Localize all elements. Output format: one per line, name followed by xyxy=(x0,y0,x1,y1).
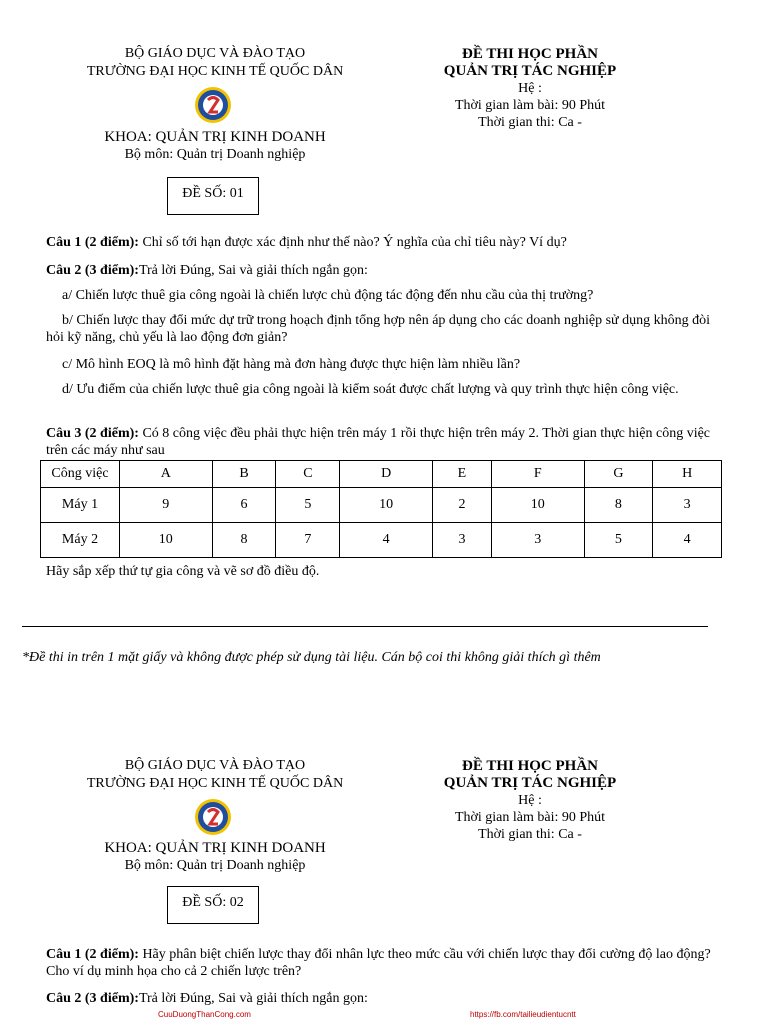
table-cell: F xyxy=(491,461,584,488)
exam2-header-right xyxy=(420,758,640,843)
table-row xyxy=(41,488,722,523)
exam-system: Hệ : xyxy=(518,793,542,808)
question-text: Trả lời Đúng, Sai và giải thích ngắn gọn: xyxy=(138,991,368,1006)
exam-title-2: QUẢN TRỊ TÁC NGHIỆP xyxy=(443,63,617,79)
exam-code: ĐỀ SỐ: 02 xyxy=(182,895,244,910)
university-logo xyxy=(194,86,232,129)
question-label: Câu 3 (2 điểm): xyxy=(46,426,139,441)
question-1 xyxy=(46,946,716,980)
table-cell: 10 xyxy=(120,523,213,558)
question-label: Câu 2 (3 điểm): xyxy=(46,263,139,278)
table-cell: 5 xyxy=(276,488,340,523)
question-2c: c/ Mô hình EOQ là mô hình đặt hàng mà đơn hàng được thực hiện làm nhiều lần? xyxy=(62,357,521,372)
university-name: TRƯỜNG ĐẠI HỌC KINH TẾ QUỐC DÂN xyxy=(86,776,344,791)
table-cell: 5 xyxy=(584,523,653,558)
question-2b: b/ Chiến lược thay đổi mức dự trữ trong hoạch định tổng hợp nên áp dụng cho các doanh nghiệp sử dụng không đòi hỏi kỹ năng, chủ yếu là lao động đơn giản? xyxy=(46,313,711,345)
exam-duration: Thời gian làm bài: 90 Phút xyxy=(454,98,606,113)
table-cell: G xyxy=(584,461,653,488)
question-2 xyxy=(46,990,716,1007)
table-cell: 2 xyxy=(432,488,491,523)
table-cell: 3 xyxy=(432,523,491,558)
exam1-faculty-block xyxy=(60,128,370,164)
exam-duration: Thời gian làm bài: 90 Phút xyxy=(454,810,606,825)
table-cell: Công việc xyxy=(41,461,120,488)
table-cell: 8 xyxy=(212,523,276,558)
question-3-task: Hãy sắp xếp thứ tự gia công và vẽ sơ đồ điều độ. xyxy=(46,564,320,579)
table-cell: B xyxy=(212,461,276,488)
table-cell: 4 xyxy=(653,523,722,558)
table-cell: 9 xyxy=(120,488,213,523)
question-text: Có 8 công việc đều phải thực hiện trên máy 1 rồi thực hiện trên máy 2. Thời gian thực hiện công việc trên các máy như sau xyxy=(46,426,711,458)
schedule-table xyxy=(40,460,722,558)
exam-note: *Đề thi in trên 1 mặt giấy và không được phép sử dụng tài liệu. Cán bộ coi thi không giải thích gì thêm xyxy=(22,650,601,665)
exam-title-1: ĐỀ THI HỌC PHẦN xyxy=(462,758,598,774)
exam2-header-left xyxy=(60,757,370,793)
table-cell: 10 xyxy=(340,488,433,523)
exam2-faculty-block xyxy=(60,839,370,875)
table-cell: H xyxy=(653,461,722,488)
question-text: Chỉ số tới hạn được xác định như thế nào? Ý nghĩa của chỉ tiêu này? Ví dụ? xyxy=(138,235,567,250)
exam-title-1: ĐỀ THI HỌC PHẦN xyxy=(462,46,598,62)
table-cell: D xyxy=(340,461,433,488)
question-2a: a/ Chiến lược thuê gia công ngoài là chiến lược chủ động tác động đến nhu cầu của thị trường? xyxy=(62,288,594,303)
exam-code-box xyxy=(167,886,259,924)
table-cell: 4 xyxy=(340,523,433,558)
separator-line xyxy=(22,626,708,627)
university-name: TRƯỜNG ĐẠI HỌC KINH TẾ QUỐC DÂN xyxy=(86,64,344,79)
question-text: Trả lời Đúng, Sai và giải thích ngắn gọn: xyxy=(138,263,368,278)
ministry-name: BỘ GIÁO DỤC VÀ ĐÀO TẠO xyxy=(124,46,306,61)
department-name: Bộ môn: Quản trị Doanh nghiệp xyxy=(124,858,306,873)
table-cell: 10 xyxy=(491,488,584,523)
question-3 xyxy=(46,425,716,459)
exam-system: Hệ : xyxy=(518,81,542,96)
exam-title-2: QUẢN TRỊ TÁC NGHIỆP xyxy=(443,775,617,791)
exam-code-box xyxy=(167,177,259,215)
table-cell: Máy 2 xyxy=(41,523,120,558)
table-cell: A xyxy=(120,461,213,488)
question-label: Câu 1 (2 điểm): xyxy=(46,947,139,962)
table-cell: 6 xyxy=(212,488,276,523)
faculty-name: KHOA: QUẢN TRỊ KINH DOANH xyxy=(104,129,326,145)
exam-session: Thời gian thi: Ca - xyxy=(478,115,582,130)
footer-source-link[interactable]: CuuDuongThanCong.com xyxy=(158,1010,251,1019)
university-logo xyxy=(194,798,232,841)
faculty-name: KHOA: QUẢN TRỊ KINH DOANH xyxy=(104,840,326,856)
question-1 xyxy=(46,234,716,251)
exam1-header-left xyxy=(60,45,370,81)
table-cell: C xyxy=(276,461,340,488)
ministry-name: BỘ GIÁO DỤC VÀ ĐÀO TẠO xyxy=(124,758,306,773)
table-cell: 8 xyxy=(584,488,653,523)
table-cell: E xyxy=(432,461,491,488)
question-text: Hãy phân biệt chiến lược thay đổi nhân lực theo mức cầu với chiến lược thay đổi cường độ lao động? Cho ví dụ minh họa cho cả 2 chiến lược trên? xyxy=(46,947,711,979)
table-cell: Máy 1 xyxy=(41,488,120,523)
footer-facebook-link[interactable]: https://fb.com/tailieudientucntt xyxy=(470,1010,576,1019)
question-label: Câu 1 (2 điểm): xyxy=(46,235,139,250)
department-name: Bộ môn: Quản trị Doanh nghiệp xyxy=(124,147,306,162)
table-cell: 7 xyxy=(276,523,340,558)
question-2d: d/ Ưu điểm của chiến lược thuê gia công ngoài là kiểm soát được chất lượng và quy trình thực hiện công việc. xyxy=(62,382,679,397)
table-header-row xyxy=(41,461,722,488)
question-2 xyxy=(46,262,716,279)
exam-session: Thời gian thi: Ca - xyxy=(478,827,582,842)
exam1-header-right xyxy=(420,46,640,131)
table-row xyxy=(41,523,722,558)
table-cell: 3 xyxy=(491,523,584,558)
table-cell: 3 xyxy=(653,488,722,523)
question-label: Câu 2 (3 điểm): xyxy=(46,991,139,1006)
exam-code: ĐỀ SỐ: 01 xyxy=(182,186,244,201)
